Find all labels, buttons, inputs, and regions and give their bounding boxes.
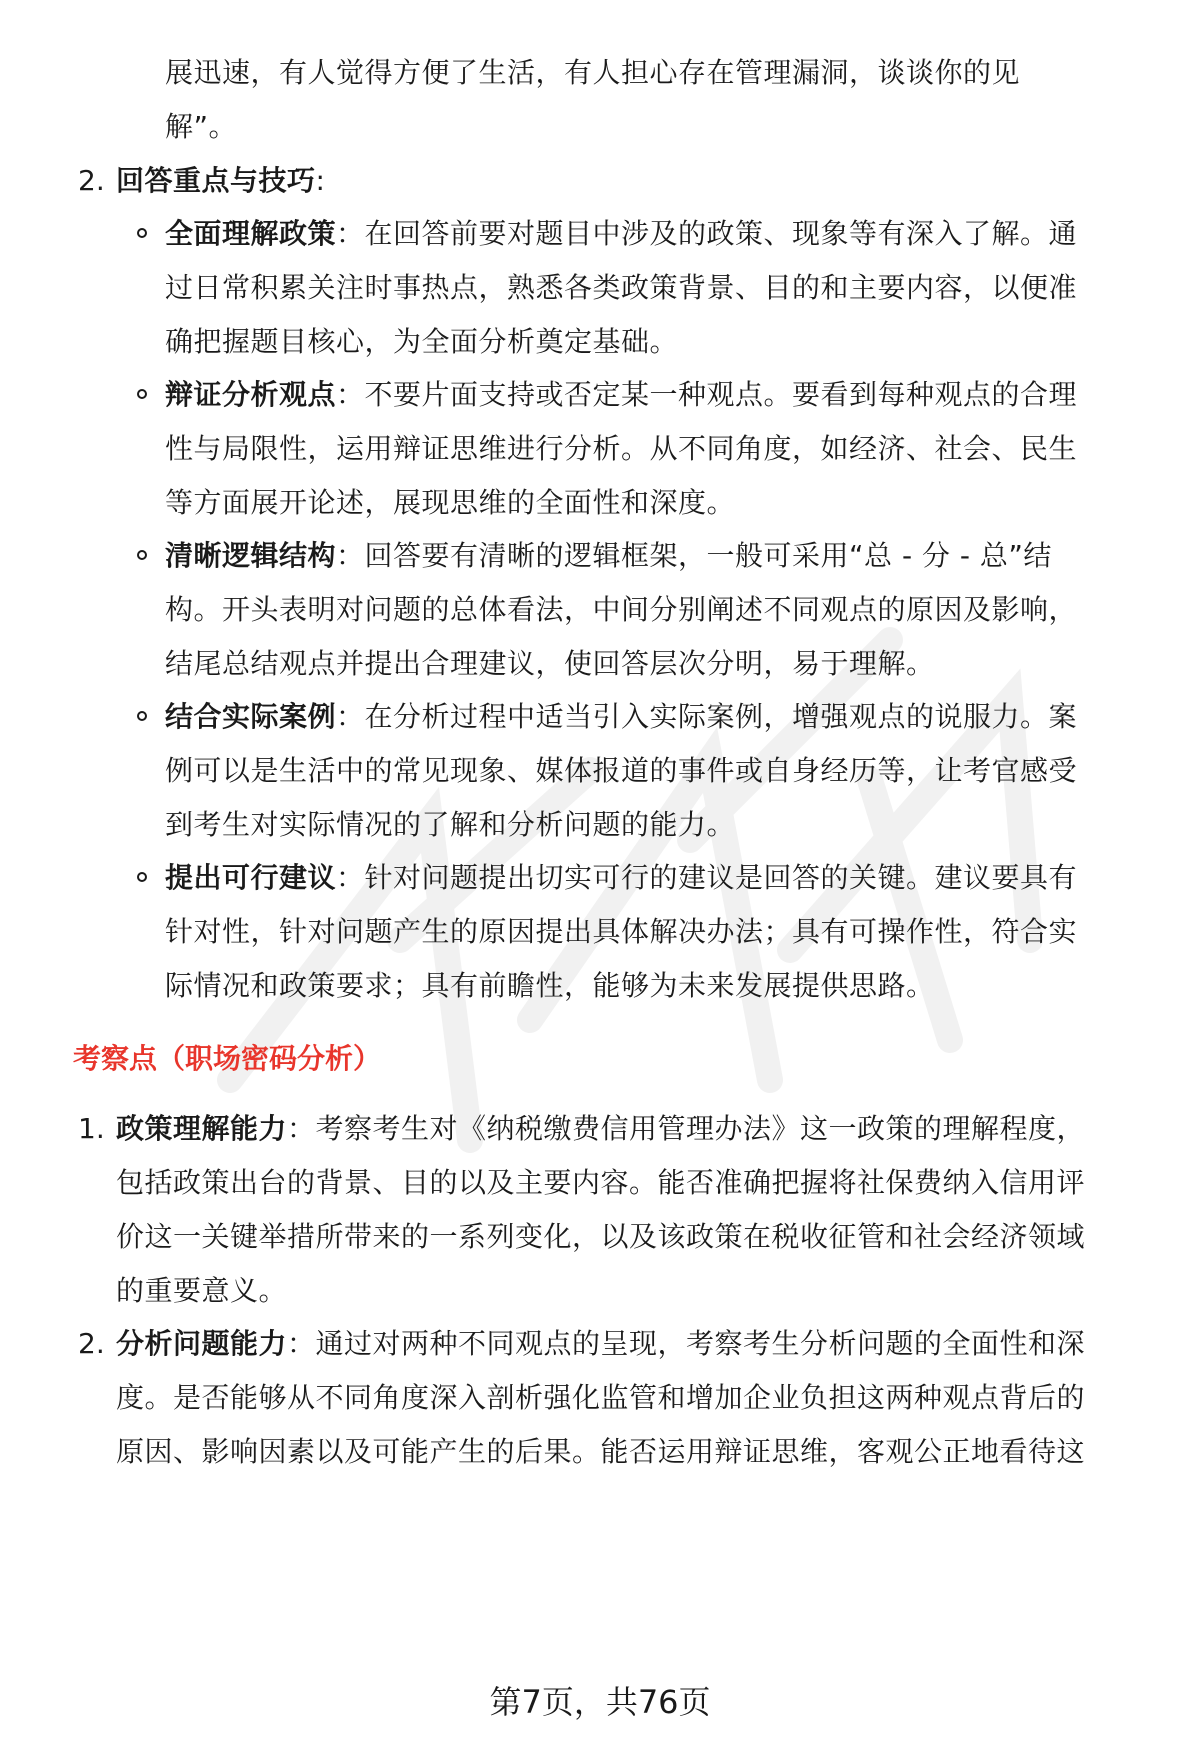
page-number-footer: 第7页，共76页 <box>489 1683 711 1721</box>
answer-section-number: 2. <box>78 164 105 197</box>
exam-item-number: 1. <box>78 1112 105 1145</box>
tip-item-colon: ： <box>336 861 365 894</box>
bullet-circle-icon <box>137 228 147 238</box>
bullet-circle-icon <box>137 389 147 399</box>
tip-item-text: 针对问题提出切实可行的建议是回答的关键。建议要具有 <box>364 861 1078 894</box>
tip-item-text: 在回答前要对题目中涉及的政策、现象等有深入了解。通 <box>364 217 1078 250</box>
tip-item-line-3: 际情况和政策要求；具有前瞻性，能够为未来发展提供思路。 <box>165 969 935 1002</box>
exam-item-colon: ： <box>287 1327 316 1360</box>
tip-item-text: 不要片面支持或否定某一种观点。要看到每种观点的合理 <box>364 378 1078 411</box>
exam-item-line-3: 原因、影响因素以及可能产生的后果。能否运用辩证思维，客观公正地看待这 <box>116 1435 1086 1468</box>
tip-item-line-3: 到考生对实际情况的了解和分析问题的能力。 <box>165 808 736 841</box>
tip-item-line-2: 构。开头表明对问题的总体看法，中间分别阐述不同观点的原因及影响， <box>165 593 1078 626</box>
tip-item-line-3: 结尾总结观点并提出合理建议，使回答层次分明，易于理解。 <box>165 647 935 680</box>
exam-item-line-4: 的重要意义。 <box>116 1274 288 1307</box>
exam-item-line-2: 包括政策出台的背景、目的以及主要内容。能否准确把握将社保费纳入信用评 <box>116 1166 1086 1199</box>
exam-item-colon: ： <box>287 1112 316 1145</box>
answer-section-heading <box>116 161 325 201</box>
tip-item-line-2: 性与局限性，运用辩证思维进行分析。从不同角度，如经济、社会、民生 <box>165 432 1078 465</box>
tip-item-title: 辩证分析观点 <box>165 378 337 411</box>
bullet-circle-icon <box>137 711 147 721</box>
tip-item-line-1 <box>165 536 1052 576</box>
tip-item-title: 提出可行建议 <box>165 861 337 894</box>
intro-line-2: 解”。 <box>165 110 238 143</box>
tip-item-line-1 <box>165 214 1077 254</box>
exam-item-line-1 <box>116 1324 1085 1364</box>
tip-item-line-1 <box>165 697 1077 737</box>
bullet-circle-icon <box>137 872 147 882</box>
tip-item-title: 清晰逻辑结构 <box>165 539 337 572</box>
tip-item-line-1 <box>165 858 1077 898</box>
tip-item-colon: ： <box>336 539 365 572</box>
exam-item-title: 政策理解能力 <box>116 1112 288 1145</box>
tip-item-text: 在分析过程中适当引入实际案例，增强观点的说服力。案 <box>364 700 1078 733</box>
answer-section-colon: : <box>315 164 326 197</box>
tip-item-colon: ： <box>336 378 365 411</box>
tip-item-colon: ： <box>336 217 365 250</box>
tip-item-line-2: 针对性，针对问题产生的原因提出具体解决办法；具有可操作性，符合实 <box>165 915 1078 948</box>
intro-line-1: 展迅速，有人觉得方便了生活，有人担心存在管理漏洞，谈谈你的见 <box>165 56 1021 89</box>
tip-item-title: 结合实际案例 <box>165 700 337 733</box>
exam-section-heading: 考察点（职场密码分析） <box>73 1042 382 1075</box>
exam-item-title: 分析问题能力 <box>116 1327 288 1360</box>
exam-item-line-2: 度。是否能够从不同角度深入剖析强化监管和增加企业负担这两种观点背后的 <box>116 1381 1086 1414</box>
exam-item-line-3: 价这一关键举措所带来的一系列变化，以及该政策在税收征管和社会经济领域 <box>116 1220 1086 1253</box>
answer-section-title: 回答重点与技巧 <box>116 164 316 197</box>
tip-item-colon: ： <box>336 700 365 733</box>
exam-item-text: 通过对两种不同观点的呈现，考察考生分析问题的全面性和深 <box>315 1327 1086 1360</box>
tip-item-title: 全面理解政策 <box>165 217 337 250</box>
tip-item-line-3: 等方面展开论述，展现思维的全面性和深度。 <box>165 486 736 519</box>
tip-item-text: 回答要有清晰的逻辑框架，一般可采用“总 - 分 - 总”结 <box>364 539 1052 572</box>
tip-item-line-1 <box>165 375 1077 415</box>
exam-item-line-1 <box>116 1109 1085 1149</box>
bullet-circle-icon <box>137 550 147 560</box>
tip-item-line-2: 例可以是生活中的常见现象、媒体报道的事件或自身经历等，让考官感受 <box>165 754 1078 787</box>
tip-item-line-3: 确把握题目核心，为全面分析奠定基础。 <box>165 325 679 358</box>
exam-item-number: 2. <box>78 1327 105 1360</box>
exam-item-text: 考察考生对《纳税缴费信用管理办法》这一政策的理解程度， <box>315 1112 1086 1145</box>
tip-item-line-2: 过日常积累关注时事热点，熟悉各类政策背景、目的和主要内容，以便准 <box>165 271 1078 304</box>
